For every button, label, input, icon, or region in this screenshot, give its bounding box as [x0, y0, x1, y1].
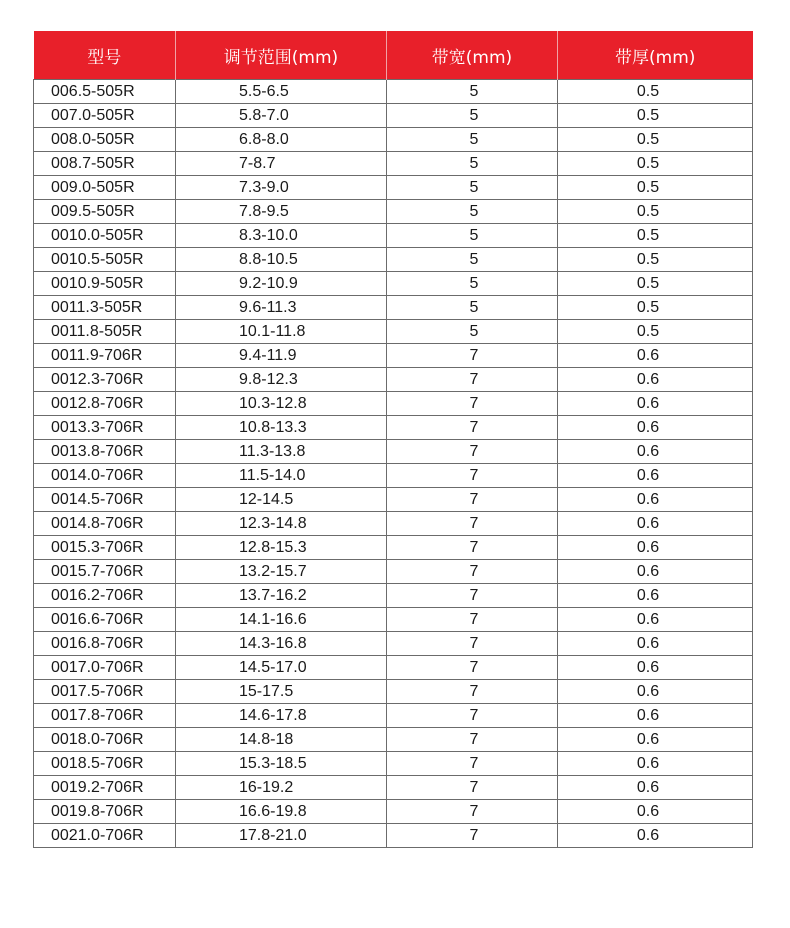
cell-range: 14.8-18 [176, 728, 387, 752]
table-row [34, 656, 753, 680]
cell-thickness: 0.5 [558, 272, 753, 296]
table-row [34, 584, 753, 608]
cell-range: 7.3-9.0 [176, 176, 387, 200]
cell-range: 15-17.5 [176, 680, 387, 704]
table-row [34, 536, 753, 560]
cell-model: 0013.8-706R [34, 440, 176, 464]
header-width: 带宽(mm) [387, 31, 558, 80]
table-row [34, 296, 753, 320]
table-row [34, 680, 753, 704]
table-row [34, 344, 753, 368]
table-row [34, 776, 753, 800]
cell-width: 5 [387, 296, 558, 320]
table-row [34, 104, 753, 128]
cell-width: 7 [387, 704, 558, 728]
cell-model: 0014.8-706R [34, 512, 176, 536]
cell-thickness: 0.5 [558, 80, 753, 104]
cell-model: 0011.9-706R [34, 344, 176, 368]
cell-range: 12-14.5 [176, 488, 387, 512]
table-row [34, 416, 753, 440]
cell-thickness: 0.6 [558, 728, 753, 752]
cell-range: 10.3-12.8 [176, 392, 387, 416]
table-row [34, 368, 753, 392]
cell-width: 7 [387, 584, 558, 608]
cell-thickness: 0.6 [558, 392, 753, 416]
cell-model: 0016.8-706R [34, 632, 176, 656]
cell-width: 7 [387, 368, 558, 392]
cell-thickness: 0.6 [558, 584, 753, 608]
cell-range: 10.1-11.8 [176, 320, 387, 344]
cell-width: 7 [387, 560, 558, 584]
cell-width: 5 [387, 272, 558, 296]
cell-thickness: 0.5 [558, 176, 753, 200]
cell-range: 8.3-10.0 [176, 224, 387, 248]
cell-thickness: 0.6 [558, 824, 753, 848]
cell-model: 006.5-505R [34, 80, 176, 104]
cell-range: 14.3-16.8 [176, 632, 387, 656]
table-row [34, 632, 753, 656]
table-row [34, 272, 753, 296]
cell-range: 14.1-16.6 [176, 608, 387, 632]
table-row [34, 320, 753, 344]
cell-model: 0012.3-706R [34, 368, 176, 392]
cell-model: 0011.3-505R [34, 296, 176, 320]
cell-model: 0013.3-706R [34, 416, 176, 440]
table-row [34, 608, 753, 632]
cell-width: 5 [387, 320, 558, 344]
cell-thickness: 0.6 [558, 608, 753, 632]
cell-range: 16-19.2 [176, 776, 387, 800]
cell-model: 0016.2-706R [34, 584, 176, 608]
header-model: 型号 [34, 31, 176, 80]
table-row [34, 248, 753, 272]
cell-thickness: 0.6 [558, 800, 753, 824]
cell-thickness: 0.5 [558, 104, 753, 128]
cell-width: 7 [387, 392, 558, 416]
cell-range: 8.8-10.5 [176, 248, 387, 272]
cell-model: 0019.2-706R [34, 776, 176, 800]
cell-thickness: 0.6 [558, 344, 753, 368]
header-row [34, 31, 753, 80]
cell-range: 9.8-12.3 [176, 368, 387, 392]
cell-model: 0012.8-706R [34, 392, 176, 416]
cell-thickness: 0.5 [558, 152, 753, 176]
table-row [34, 176, 753, 200]
cell-width: 7 [387, 800, 558, 824]
header-thickness: 带厚(mm) [558, 31, 753, 80]
cell-range: 5.5-6.5 [176, 80, 387, 104]
cell-width: 7 [387, 680, 558, 704]
cell-model: 0016.6-706R [34, 608, 176, 632]
table-row [34, 440, 753, 464]
cell-width: 5 [387, 152, 558, 176]
cell-range: 14.5-17.0 [176, 656, 387, 680]
table-row [34, 488, 753, 512]
cell-thickness: 0.5 [558, 320, 753, 344]
cell-width: 7 [387, 344, 558, 368]
table-row [34, 152, 753, 176]
cell-model: 0021.0-706R [34, 824, 176, 848]
cell-thickness: 0.6 [558, 680, 753, 704]
table-row [34, 560, 753, 584]
table-row [34, 752, 753, 776]
cell-width: 7 [387, 488, 558, 512]
cell-model: 007.0-505R [34, 104, 176, 128]
table-body [34, 80, 753, 848]
cell-model: 008.7-505R [34, 152, 176, 176]
cell-width: 7 [387, 416, 558, 440]
cell-thickness: 0.6 [558, 704, 753, 728]
cell-thickness: 0.6 [558, 536, 753, 560]
cell-range: 17.8-21.0 [176, 824, 387, 848]
cell-thickness: 0.6 [558, 656, 753, 680]
table-row [34, 800, 753, 824]
table-row [34, 392, 753, 416]
cell-thickness: 0.6 [558, 776, 753, 800]
cell-model: 0010.9-505R [34, 272, 176, 296]
cell-range: 6.8-8.0 [176, 128, 387, 152]
cell-model: 0018.0-706R [34, 728, 176, 752]
cell-thickness: 0.5 [558, 296, 753, 320]
cell-thickness: 0.5 [558, 200, 753, 224]
cell-model: 0015.3-706R [34, 536, 176, 560]
table-row [34, 464, 753, 488]
cell-range: 5.8-7.0 [176, 104, 387, 128]
cell-width: 7 [387, 656, 558, 680]
cell-width: 5 [387, 128, 558, 152]
cell-model: 0014.0-706R [34, 464, 176, 488]
cell-range: 11.5-14.0 [176, 464, 387, 488]
cell-width: 7 [387, 776, 558, 800]
cell-model: 0011.8-505R [34, 320, 176, 344]
cell-width: 7 [387, 464, 558, 488]
table-row [34, 80, 753, 104]
cell-model: 0018.5-706R [34, 752, 176, 776]
table-header [34, 31, 753, 80]
cell-thickness: 0.6 [558, 752, 753, 776]
cell-width: 7 [387, 824, 558, 848]
cell-width: 7 [387, 440, 558, 464]
cell-thickness: 0.6 [558, 560, 753, 584]
table-row [34, 824, 753, 848]
cell-range: 15.3-18.5 [176, 752, 387, 776]
cell-width: 5 [387, 176, 558, 200]
cell-thickness: 0.5 [558, 224, 753, 248]
cell-model: 0017.0-706R [34, 656, 176, 680]
cell-width: 5 [387, 80, 558, 104]
cell-width: 5 [387, 248, 558, 272]
cell-thickness: 0.6 [558, 488, 753, 512]
cell-model: 0017.5-706R [34, 680, 176, 704]
cell-width: 5 [387, 104, 558, 128]
cell-range: 12.3-14.8 [176, 512, 387, 536]
cell-width: 7 [387, 512, 558, 536]
cell-thickness: 0.5 [558, 248, 753, 272]
cell-thickness: 0.5 [558, 128, 753, 152]
cell-model: 009.0-505R [34, 176, 176, 200]
cell-model: 0019.8-706R [34, 800, 176, 824]
cell-width: 5 [387, 224, 558, 248]
table-row [34, 704, 753, 728]
cell-thickness: 0.6 [558, 464, 753, 488]
cell-range: 14.6-17.8 [176, 704, 387, 728]
cell-model: 0010.5-505R [34, 248, 176, 272]
cell-range: 16.6-19.8 [176, 800, 387, 824]
cell-thickness: 0.6 [558, 440, 753, 464]
cell-range: 9.2-10.9 [176, 272, 387, 296]
table-row [34, 128, 753, 152]
table-row [34, 200, 753, 224]
cell-range: 13.7-16.2 [176, 584, 387, 608]
cell-range: 11.3-13.8 [176, 440, 387, 464]
spec-table [33, 31, 753, 848]
cell-range: 13.2-15.7 [176, 560, 387, 584]
cell-model: 0010.0-505R [34, 224, 176, 248]
table-row [34, 224, 753, 248]
cell-thickness: 0.6 [558, 416, 753, 440]
cell-width: 7 [387, 632, 558, 656]
cell-width: 7 [387, 728, 558, 752]
header-range: 调节范围(mm) [176, 31, 387, 80]
cell-model: 008.0-505R [34, 128, 176, 152]
cell-model: 009.5-505R [34, 200, 176, 224]
cell-model: 0017.8-706R [34, 704, 176, 728]
cell-range: 7.8-9.5 [176, 200, 387, 224]
cell-width: 7 [387, 608, 558, 632]
cell-range: 10.8-13.3 [176, 416, 387, 440]
cell-width: 7 [387, 536, 558, 560]
cell-thickness: 0.6 [558, 632, 753, 656]
cell-range: 7-8.7 [176, 152, 387, 176]
table-row [34, 512, 753, 536]
cell-range: 9.4-11.9 [176, 344, 387, 368]
cell-range: 9.6-11.3 [176, 296, 387, 320]
cell-thickness: 0.6 [558, 368, 753, 392]
table-row [34, 728, 753, 752]
cell-thickness: 0.6 [558, 512, 753, 536]
cell-range: 12.8-15.3 [176, 536, 387, 560]
cell-width: 7 [387, 752, 558, 776]
cell-model: 0014.5-706R [34, 488, 176, 512]
cell-model: 0015.7-706R [34, 560, 176, 584]
cell-width: 5 [387, 200, 558, 224]
